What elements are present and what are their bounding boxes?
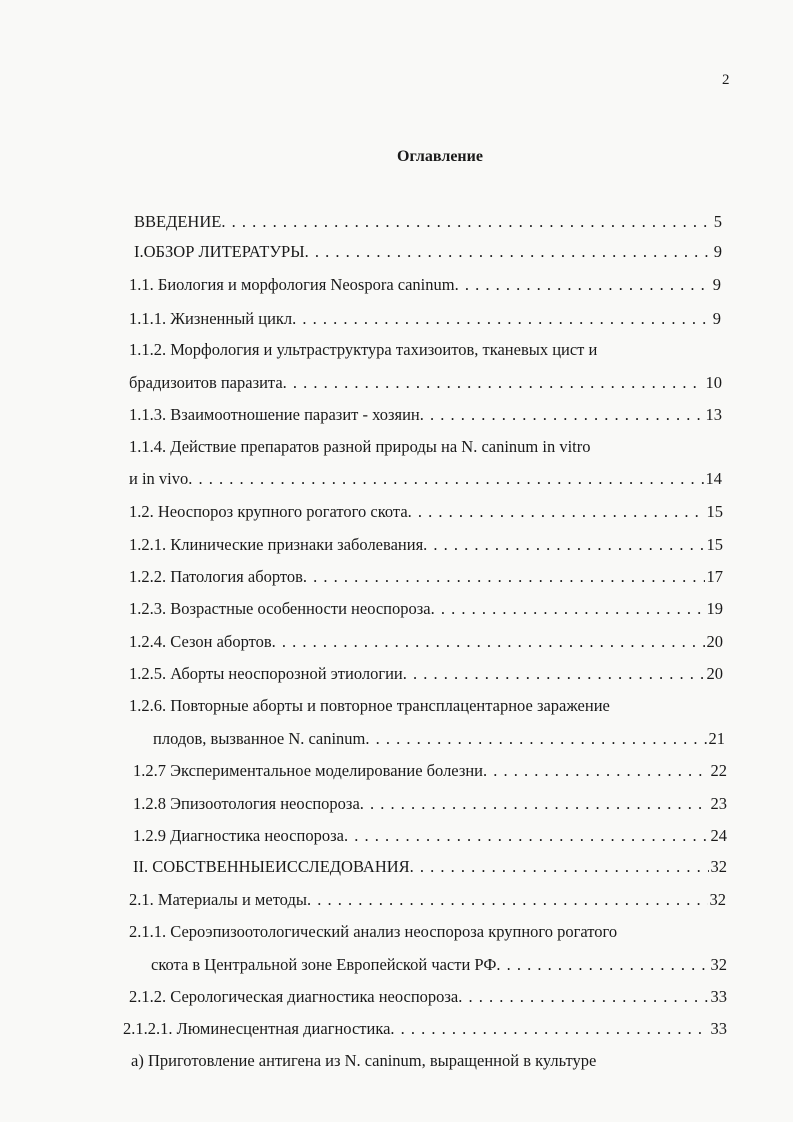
toc-entry-line: а) Приготовление антигена из N. caninum, выращенной в культуре [131,1051,597,1070]
toc-entry: I.ОБЗОР ЛИТЕРАТУРЫ . . . 9 [134,242,722,262]
toc-entry: 1.1.3. Взаимоотношение паразит - хозяин . . . 13 [129,405,722,425]
toc-entry: 1.1. Биология и морфология Neospora caninum . . . 9 [129,275,721,295]
toc-entry: и in vivo . . . 14 [129,469,722,489]
toc-entry: 2.1.2. Серологическая диагностика неоспороза . . . 33 [129,987,727,1007]
toc-entry: брадизоитов паразита . . . 10 [129,373,722,393]
toc-entry: 1.2.8 Эпизоотология неоспороза . . . 23 [133,794,727,814]
toc-entry: II. СОБСТВЕННЫЕИССЛЕДОВАНИЯ . . . 32 [133,857,727,877]
toc-entry: 1.2.4. Сезон абортов . . . 20 [129,632,723,652]
page-number: 2 [722,72,730,88]
toc-entry-line: 2.1.1. Сероэпизоотологический анализ неоспороза крупного рогатого [129,922,618,941]
toc-entry-line: 1.1.2. Морфология и ультраструктура тахизоитов, тканевых цист и [129,340,598,359]
toc-entry-line: 1.1.4. Действие препаратов разной природы на N. caninum in vitro [129,437,591,456]
toc-entry: 1.2.2. Патология абортов . . . 17 [129,567,723,587]
toc-entry-line: 1.2.6. Повторные аборты и повторное трансплацентарное заражение [129,696,610,715]
toc-entry: ВВЕДЕНИЕ . . . 5 [134,212,722,232]
toc-entry: 1.2.7 Экспериментальное моделирование болезни . . . 22 [133,761,727,781]
toc-entry: 1.2.1. Клинические признаки заболевания . . . 15 [129,535,723,555]
toc-entry: 1.2.5. Аборты неоспорозной этиологии . . . 20 [129,664,723,684]
toc-entry: 1.2. Неоспороз крупного рогатого скота . . . 15 [129,502,723,522]
toc-entry: скота в Центральной зоне Европейской части РФ . . . 32 [151,955,727,975]
toc-entry: плодов, вызванное N. caninum . . . 21 [153,729,725,749]
toc-entry: 1.2.3. Возрастные особенности неоспороза . . . 19 [129,599,723,619]
page-title: Оглавление [397,148,483,165]
toc-entry: 2.1.2.1. Люминесцентная диагностика . . . 33 [123,1019,727,1039]
toc-entry: 2.1. Материалы и методы . . . 32 [129,890,726,910]
toc-entry: 1.2.9 Диагностика неоспороза . . . 24 [133,826,727,846]
toc-entry: 1.1.1. Жизненный цикл . . . 9 [129,309,721,329]
